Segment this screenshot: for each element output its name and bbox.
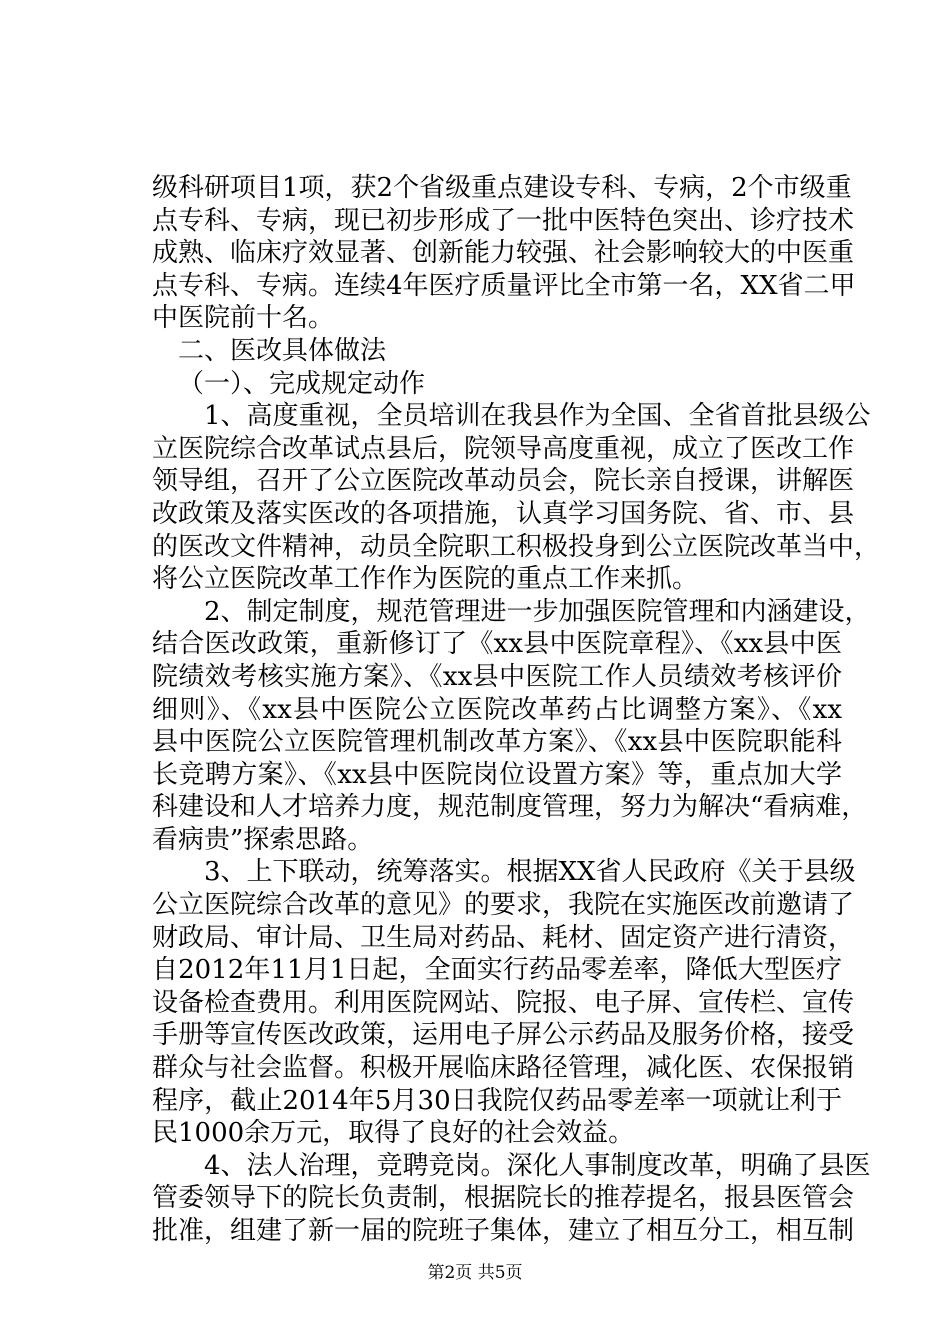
document-body (152, 172, 881, 1248)
text-line: 1、高度重视，全员培训在我县作为全国、全省首批县级公 (204, 401, 871, 432)
text-line: 设备检查费用。利用医院网站、院报、电子屏、宣传栏、宣传 (152, 987, 855, 1018)
text-line: 财政局、审计局、卫生局对药品、耗材、固定资产进行清资， (152, 922, 855, 953)
text-line: 2、制定制度，规范管理进一步加强医院管理和内涵建设， (204, 596, 871, 627)
text-line: 将公立医院改革工作作为医院的重点工作来抓。 (152, 564, 699, 595)
text-line: 看病贵”探索思路。 (152, 824, 374, 855)
text-line: 改政策及落实医改的各项措施，认真学习国务院、省、市、县 (152, 498, 855, 529)
text-line: 细则》、《xx县中医院公立医院改革药占比调整方案》、《xx (152, 694, 842, 725)
text-line: 程序，截止2014年5月30日我院仅药品零差率一项就让利于 (152, 1085, 842, 1116)
text-line: 群众与社会监督。积极开展临床路径管理，减化医、农保报销 (152, 1053, 855, 1084)
text-line: 成熟、临床疗效显著、创新能力较强、社会影响较大的中医重 (152, 238, 855, 269)
text-line: 自2012年11月1日起，全面实行药品零差率，降低大型医疗 (152, 955, 842, 986)
text-line: 的医改文件精神，动员全院职工积极投身到公立医院改革当中， (152, 531, 881, 562)
text-line: 公立医院综合改革的意见》的要求，我院在实施医改前邀请了 (152, 890, 855, 921)
text-line: 4、法人治理，竞聘竞岗。深化人事制度改革，明确了县医 (204, 1150, 871, 1181)
text-line: 3、上下联动，统筹落实。根据XX省人民政府《关于县级 (204, 857, 856, 888)
text-line: 管委领导下的院长负责制，根据院长的推荐提名，报县医管会 (152, 1183, 855, 1214)
text-line: 点专科、专病，现已初步形成了一批中医特色突出、诊疗技术 (152, 205, 855, 236)
text-line: 点专科、专病。连续4年医疗质量评比全市第一名，XX省二甲 (152, 270, 856, 301)
text-line: 级科研项目1项，获2个省级重点建设专科、专病，2个市级重 (152, 173, 852, 203)
text-line: 立医院综合改革试点县后，院领导高度重视，成立了医改工作 (152, 433, 855, 464)
text-line: 长竞聘方案》、《xx县中医院岗位设置方案》等，重点加大学 (152, 759, 842, 790)
text-line: 手册等宣传医改政策，运用电子屏公示药品及服务价格，接受 (152, 1020, 855, 1051)
text-line: 科建设和人才培养力度，规范制度管理，努力为解决“看病难， (152, 792, 868, 823)
text-line: 中医院前十名。 (152, 303, 335, 334)
text-line: 二、医改具体做法 (178, 335, 387, 366)
text-line: 院绩效考核实施方案》、《xx县中医院工作人员绩效考核评价 (152, 661, 842, 692)
text-line: （一）、完成规定动作 (178, 368, 426, 399)
text-line: 民1000余万元，取得了良好的社会效益。 (152, 1118, 635, 1149)
text-line: 县中医院公立医院管理机制改革方案》、《xx县中医院职能科 (152, 727, 842, 758)
text-line: 结合医改政策，重新修订了《xx县中医院章程》、《xx县中医 (152, 629, 842, 660)
text-line: 领导组，召开了公立医院改革动员会，院长亲自授课，讲解医 (152, 466, 855, 497)
page-footer: 第2页 共5页 (427, 1263, 523, 1283)
text-line: 批准，组建了新一届的院班子集体，建立了相互分工，相互制 (152, 1216, 855, 1246)
